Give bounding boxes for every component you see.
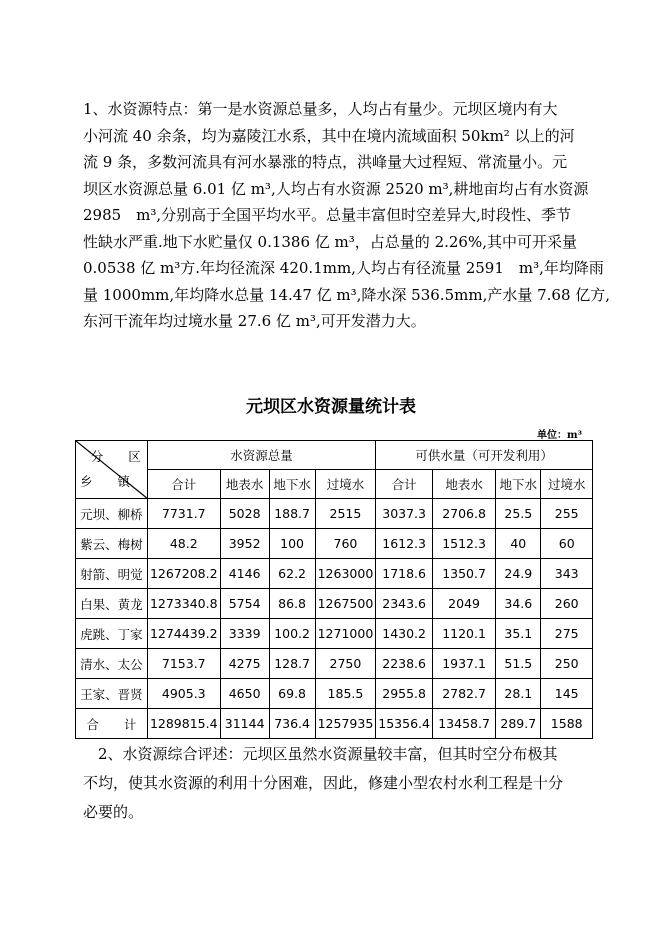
- table-cell: 1263000: [315, 559, 376, 589]
- table-cell: 128.7: [269, 649, 315, 679]
- table-cell: 100.2: [269, 619, 315, 649]
- table-cell: 60: [541, 529, 593, 559]
- table-cell: 3952: [220, 529, 269, 559]
- row-name-cell: 元坝、柳桥: [76, 499, 148, 529]
- table-cell: 1430.2: [376, 619, 433, 649]
- table-cell: 343: [541, 559, 593, 589]
- table-row: [76, 589, 593, 619]
- table-cell: 3339: [220, 619, 269, 649]
- table-row: [76, 619, 593, 649]
- table-cell: 4275: [220, 649, 269, 679]
- row-name-cell: 紫云、梅树: [76, 529, 148, 559]
- paragraph-line: 1、水资源特点：第一是水资源总量多，人均占有量少。元坝区境内有大: [83, 100, 558, 118]
- table-cell: 3037.3: [376, 499, 433, 529]
- row-name-cell: 虎跳、丁家: [76, 619, 148, 649]
- row-name-cell: 王家、晋贤: [76, 679, 148, 709]
- table-cell: 1271000: [315, 619, 376, 649]
- table-cell: 255: [541, 499, 593, 529]
- subheader-cell: 地表水: [220, 470, 269, 499]
- table-cell: 7153.7: [147, 649, 220, 679]
- table-cell: 250: [541, 649, 593, 679]
- table-cell: 1937.1: [432, 649, 495, 679]
- table-cell: 51.5: [496, 649, 541, 679]
- paragraph-line: 坝区水资源总量 6.01 亿 m³,人均占有水资源 2520 m³,耕地亩均占有水资源: [83, 179, 589, 198]
- table-cell: 7731.7: [147, 499, 220, 529]
- table-cell: 5754: [220, 589, 269, 619]
- table-cell: 1274439.2: [147, 619, 220, 649]
- table-cell: 1289815.4: [147, 709, 220, 739]
- corner-top-label: 分 区: [90, 449, 141, 464]
- table-cell: 2955.8: [376, 679, 433, 709]
- table-cell: 1588: [541, 709, 593, 739]
- water-resource-table: [75, 440, 593, 739]
- table-cell: 2238.6: [376, 649, 433, 679]
- table-cell: 2706.8: [432, 499, 495, 529]
- group-header-available: 可供水量（可开发利用）: [376, 441, 593, 470]
- paragraph-line: 必要的。: [83, 803, 144, 821]
- table-cell: 760: [315, 529, 376, 559]
- table-cell: 1267500: [315, 589, 376, 619]
- table-cell: 260: [541, 589, 593, 619]
- table-cell: 1718.6: [376, 559, 433, 589]
- table-cell: 2049: [432, 589, 495, 619]
- corner-bottom-label: 乡 镇: [80, 474, 131, 489]
- table-cell: 289.7: [496, 709, 541, 739]
- table-cell: 15356.4: [376, 709, 433, 739]
- table-cell: 5028: [220, 499, 269, 529]
- subheader-cell: 合计: [376, 470, 433, 499]
- table-cell: 736.4: [269, 709, 315, 739]
- paragraph-line: 不均，使其水资源的利用十分困难，因此，修建小型农村水利工程是十分: [83, 774, 564, 792]
- table-cell: 188.7: [269, 499, 315, 529]
- paragraph-line: 性缺水严重.地下水贮量仅 0.1386 亿 m³，占总量的 2.26%,其中可开采量: [83, 232, 577, 251]
- table-cell: 40: [496, 529, 541, 559]
- table-title: 元坝区水资源量统计表: [246, 397, 416, 417]
- row-name-cell: 合 计: [76, 709, 148, 739]
- table-cell: 62.2: [269, 559, 315, 589]
- table-cell: 2750: [315, 649, 376, 679]
- table-cell: 4146: [220, 559, 269, 589]
- subheader-cell: 过境水: [541, 470, 593, 499]
- table-row: [76, 499, 593, 529]
- table-row: [76, 649, 593, 679]
- table-cell: 185.5: [315, 679, 376, 709]
- table-cell: 35.1: [496, 619, 541, 649]
- table-row: [76, 529, 593, 559]
- paragraph-comprehensive-review: [83, 740, 588, 827]
- table-row: [76, 559, 593, 589]
- paragraph-water-characteristics: [83, 96, 611, 335]
- table-cell: 145: [541, 679, 593, 709]
- group-header-total: 水资源总量: [147, 441, 375, 470]
- header-row-subheaders: [76, 470, 593, 499]
- subheader-cell: 地下水: [269, 470, 315, 499]
- table-cell: 4905.3: [147, 679, 220, 709]
- paragraph-line: 2、水资源综合评述：元坝区虽然水资源量较丰富，但其时空分布极其: [83, 745, 558, 763]
- table-cell: 34.6: [496, 589, 541, 619]
- table-cell: 1120.1: [432, 619, 495, 649]
- paragraph-line: 流 9 条，多数河流具有河水暴涨的特点，洪峰量大过程短、常流量小。元: [83, 153, 568, 171]
- table-total-row: [76, 709, 593, 739]
- unit-label: 单位：m³: [537, 430, 582, 441]
- table-body: [76, 499, 593, 739]
- table-cell: 48.2: [147, 529, 220, 559]
- subheader-cell: 地表水: [432, 470, 495, 499]
- paragraph-line: 小河流 40 余条，均为嘉陵江水系，其中在境内流域面积 50km² 以上的河: [83, 126, 575, 145]
- table-cell: 31144: [220, 709, 269, 739]
- table-row: [76, 679, 593, 709]
- paragraph-line: 0.0538 亿 m³方.年均径流深 420.1mm,人均占有径流量 2591 m³,年均降雨: [83, 259, 604, 277]
- paragraph-line: 量 1000mm,年均降水总量 14.47 亿 m³,降水深 536.5mm,产水量 7.68 亿方,: [83, 285, 611, 304]
- table-cell: 100: [269, 529, 315, 559]
- table-cell: 1350.7: [432, 559, 495, 589]
- table-cell: 24.9: [496, 559, 541, 589]
- table-cell: 25.5: [496, 499, 541, 529]
- table-cell: 69.8: [269, 679, 315, 709]
- table-cell: 1273340.8: [147, 589, 220, 619]
- table-cell: 4650: [220, 679, 269, 709]
- table-cell: 28.1: [496, 679, 541, 709]
- paragraph-line: 2985 m³,分别高于全国平均水平。总量丰富但时空差异大,时段性、季节: [83, 206, 571, 224]
- table-cell: 1267208.2: [147, 559, 220, 589]
- row-name-cell: 白果、黄龙: [76, 589, 148, 619]
- corner-header-cell: [76, 441, 148, 499]
- table-cell: 2343.6: [376, 589, 433, 619]
- subheader-cell: 合计: [147, 470, 220, 499]
- table-cell: 86.8: [269, 589, 315, 619]
- table-cell: 1512.3: [432, 529, 495, 559]
- subheader-cell: 过境水: [315, 470, 376, 499]
- table-cell: 275: [541, 619, 593, 649]
- table-cell: 1257935: [315, 709, 376, 739]
- header-row-groups: [76, 441, 593, 470]
- table-cell: 2515: [315, 499, 376, 529]
- paragraph-line: 东河干流年均过境水量 27.6 亿 m³,可开发潜力大。: [83, 312, 426, 330]
- subheader-cell: 地下水: [496, 470, 541, 499]
- table-cell: 13458.7: [432, 709, 495, 739]
- row-name-cell: 清水、太公: [76, 649, 148, 679]
- table-cell: 2782.7: [432, 679, 495, 709]
- row-name-cell: 射箭、明觉: [76, 559, 148, 589]
- table-cell: 1612.3: [376, 529, 433, 559]
